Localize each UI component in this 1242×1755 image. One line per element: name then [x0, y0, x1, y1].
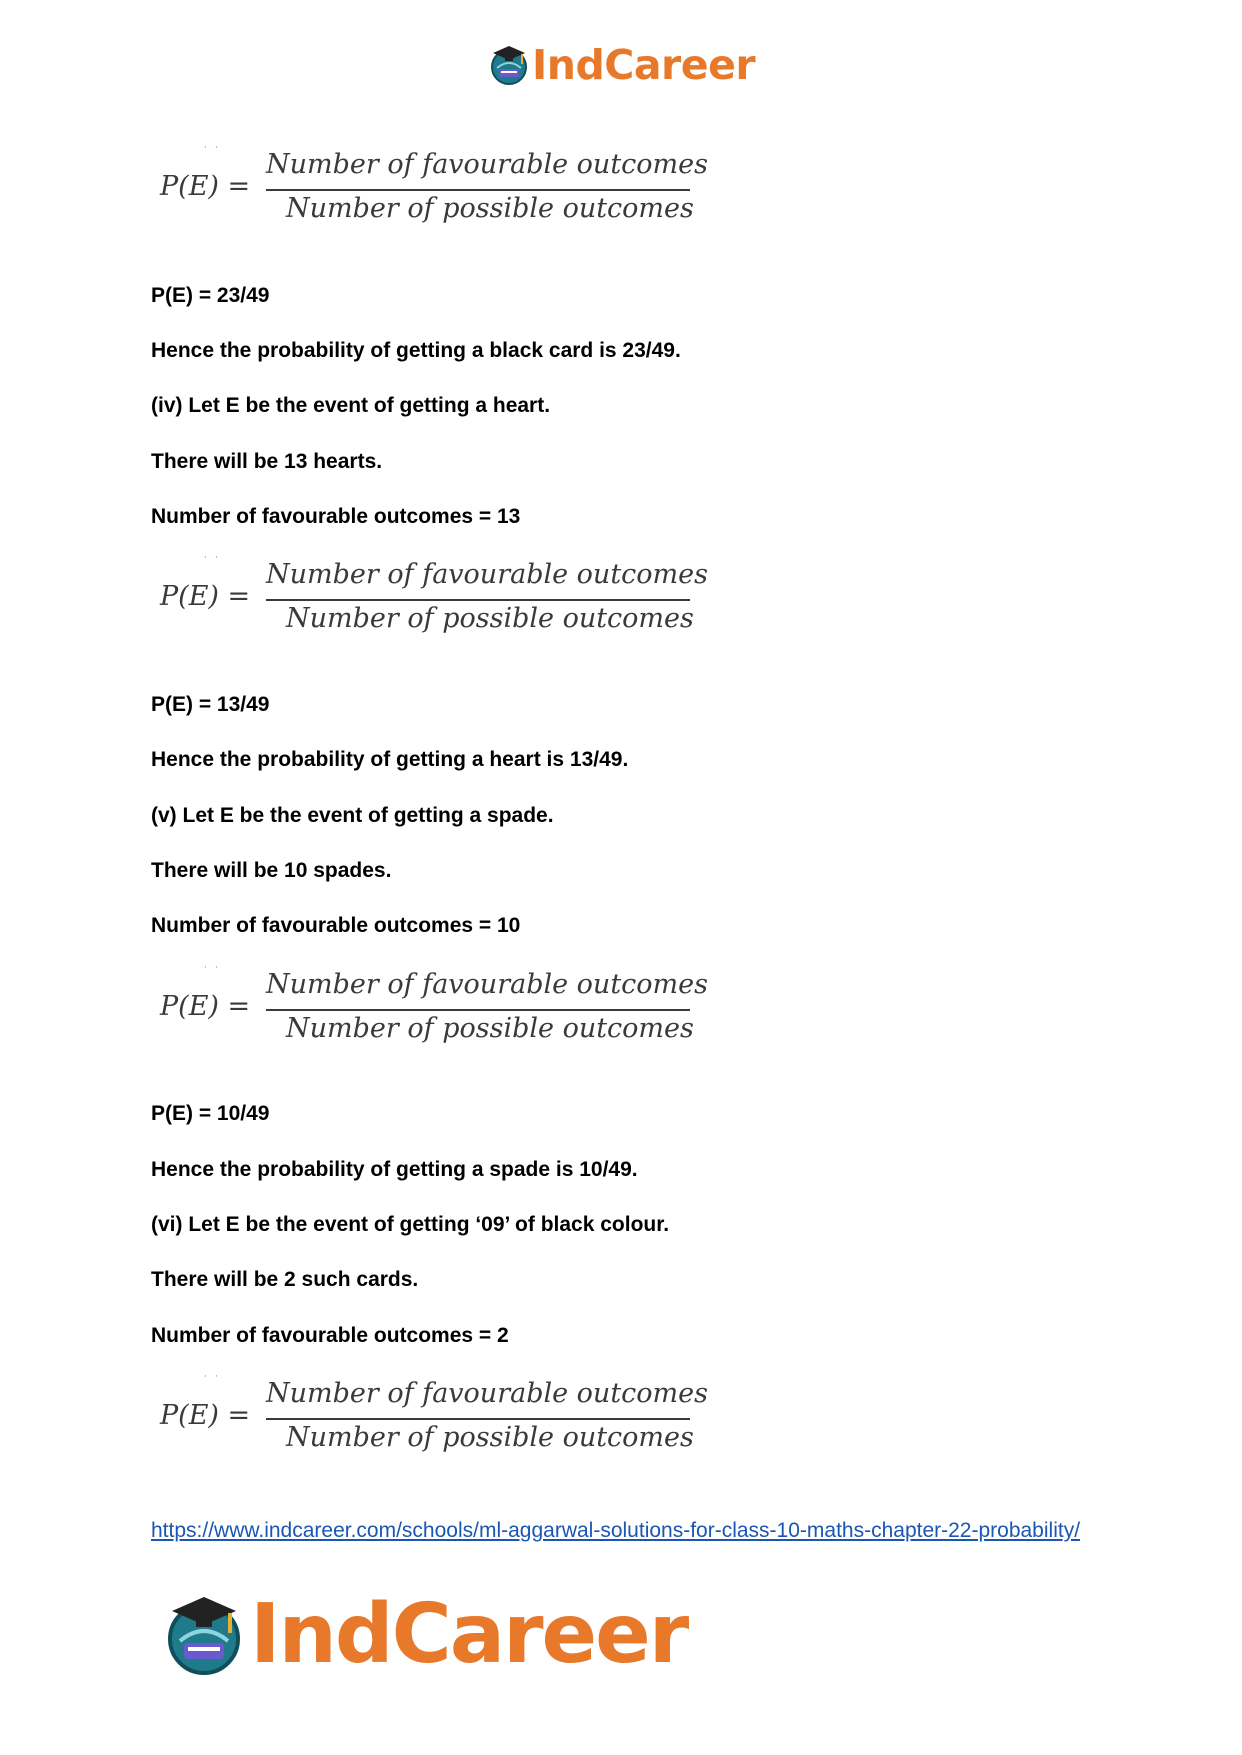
paragraph: There will be 2 such cards.	[151, 1268, 419, 1291]
formula-lhs: P(E) =	[160, 171, 251, 202]
probability-formula	[160, 1375, 708, 1465]
formula-lhs: P(E) =	[160, 581, 251, 612]
paragraph: P(E) = 10/49	[151, 1102, 270, 1125]
formula-lhs: P(E) =	[160, 991, 251, 1022]
probability-formula	[160, 556, 708, 646]
formula-numerator: Number of favourable outcomes	[266, 149, 708, 180]
fraction-bar	[266, 189, 690, 191]
formula-numerator: Number of favourable outcomes	[266, 969, 708, 1000]
fraction-bar	[266, 1009, 690, 1011]
formula-lhs: P(E) =	[160, 1400, 251, 1431]
paragraph: P(E) = 13/49	[151, 693, 270, 716]
graduation-cap-globe-icon	[488, 44, 530, 86]
probability-formula	[160, 146, 708, 236]
formula-marks: ˙˙	[202, 146, 224, 157]
formula-denominator: Number of possible outcomes	[286, 193, 694, 224]
formula-denominator: Number of possible outcomes	[286, 1013, 694, 1044]
paragraph: (v) Let E be the event of getting a spade.	[151, 804, 554, 827]
logo-wordmark: IndCareer	[532, 41, 756, 89]
paragraph: (vi) Let E be the event of getting ‘09’ of black colour.	[151, 1213, 670, 1236]
paragraph: There will be 10 spades.	[151, 859, 392, 882]
formula-numerator: Number of favourable outcomes	[266, 1378, 708, 1409]
footer-logo	[162, 1587, 688, 1682]
paragraph: Number of favourable outcomes = 13	[151, 505, 521, 528]
fraction-bar	[266, 1418, 690, 1420]
paragraph: Hence the probability of getting a black card is 23/49.	[151, 339, 681, 362]
formula-denominator: Number of possible outcomes	[286, 603, 694, 634]
logo-wordmark: IndCareer	[250, 1587, 688, 1682]
paragraph: Hence the probability of getting a heart is 13/49.	[151, 748, 629, 771]
paragraph: There will be 13 hearts.	[151, 450, 383, 473]
paragraph: Number of favourable outcomes = 2	[151, 1324, 509, 1347]
probability-formula	[160, 966, 708, 1056]
paragraph: Hence the probability of getting a spade is 10/49.	[151, 1158, 638, 1181]
paragraph: (iv) Let E be the event of getting a heart.	[151, 394, 551, 417]
fraction-bar	[266, 599, 690, 601]
formula-marks: ˙˙	[202, 1375, 224, 1386]
formula-marks: ˙˙	[202, 556, 224, 567]
paragraph: P(E) = 23/49	[151, 284, 270, 307]
source-link[interactable]: https://www.indcareer.com/schools/ml-aggarwal-solutions-for-class-10-maths-chapter-22-probability/	[151, 1519, 1081, 1542]
formula-numerator: Number of favourable outcomes	[266, 559, 708, 590]
header-logo	[488, 42, 755, 88]
formula-denominator: Number of possible outcomes	[286, 1422, 694, 1453]
formula-marks: ˙˙	[202, 966, 224, 977]
graduation-cap-globe-icon	[162, 1593, 246, 1677]
paragraph: Number of favourable outcomes = 10	[151, 914, 521, 937]
